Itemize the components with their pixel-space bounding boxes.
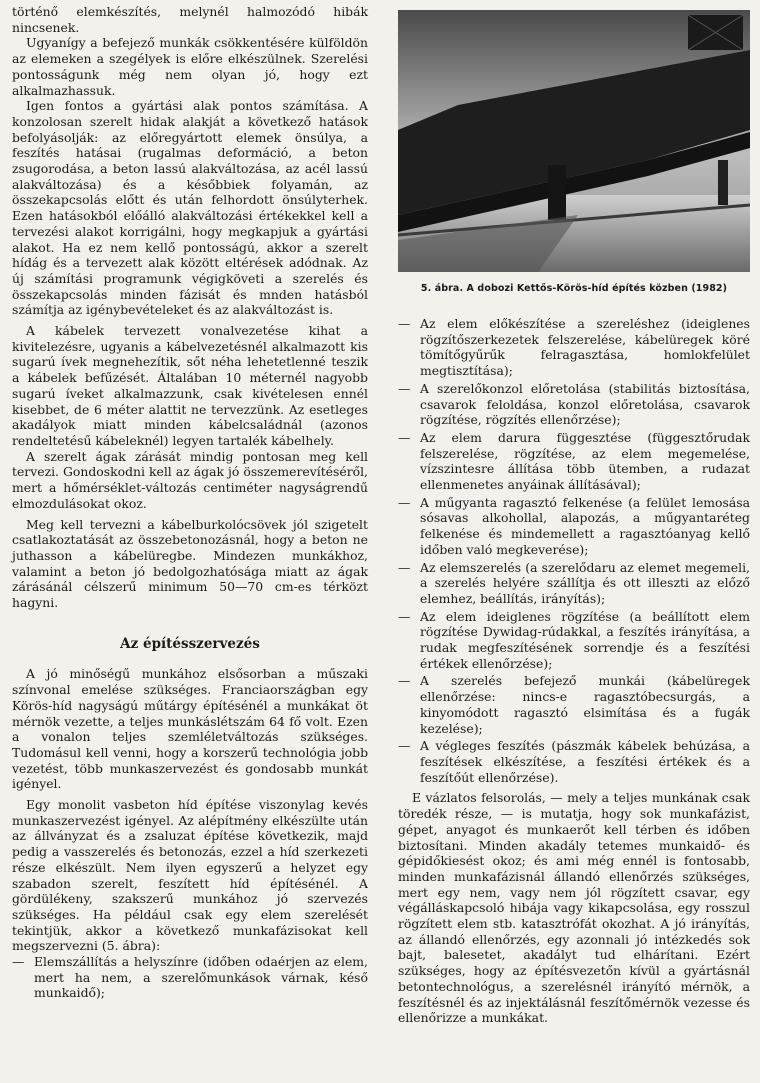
- list-item-text: A műgyanta ragasztó felkenése (a felület lemosása sósavas alkohollal, alapozás, a műgyantaréteg felkenése és mindemellett a ragasztóanyag kellő időben való megkeverése);: [420, 494, 750, 557]
- paragraph: Meg kell tervezni a kábelburkolócsövek jól szigetelt csatlakoztatását az összebetonozásnál, hogy a beton ne juthasson a kábelüregbe. Mindezen munkákhoz, valamint a beton jó bedolgozhatósága miatt az ágak zárásánál célszerű minimum 50—70 cm-es térközt hagyni.: [12, 516, 368, 611]
- paragraph: A szerelt ágak zárását mindig pontosan meg kell tervezi. Gondoskodni kell az ágak jó összemerevítéséről, mert a hőmérséklet-változás centiméter nagyságrendű elmozdulásokat okoz.: [12, 448, 368, 511]
- list-item: [398, 316, 750, 379]
- list-item: [398, 738, 750, 785]
- list-item: [398, 560, 750, 607]
- list-item-text: A szerelés befejező munkái (kábelüregek ellenőrzése: nincs-e ragasztóbecsurgás, a kinyomódott ragasztó elsimítása és a fugák kezelése);: [420, 673, 750, 736]
- list-item-text: Elemszállítás a helyszínre (időben odaérjen az elem, mert ha nem, a szerelőmunkások várnak, késő munkaidő);: [34, 954, 368, 1001]
- left-column: [12, 4, 368, 1003]
- list-item-text: Az elem előkészítése a szereléshez (ideiglenes rögzítőszerkezetek felszerelése, kábelüregek köré tömítőgyűrűk felragasztása, homlokfelület megtisztítása);: [420, 316, 750, 379]
- dash-mark: —: [398, 608, 411, 624]
- bridge-photo: [398, 10, 750, 272]
- figure-caption: 5. ábra. A dobozi Kettős-Körös-híd építés közben (1982): [420, 283, 728, 294]
- section-heading: Az építésszervezés: [120, 635, 260, 652]
- list-item: [398, 673, 750, 736]
- dash-mark: —: [398, 316, 411, 331]
- dash-mark: —: [398, 494, 411, 510]
- list-item: [398, 609, 750, 672]
- bridge-construction-image: [398, 10, 750, 272]
- list-item: [398, 495, 750, 558]
- paragraph: Ugyanígy a befejező munkák csökkentésére külföldön az elemeken a szegélyek is előre elkészülnek. Szerelési pontosságunk még nem olyan jó, hogy ezt alkalmazhassuk.: [12, 35, 368, 98]
- list-item-text: A szerelőkonzol előretolása (stabilitás biztosítása, csavarok feloldása, konzol előretolása, csavarok rögzítése, rögzítés ellenőrzése);: [420, 380, 750, 428]
- paragraph: A kábelek tervezett vonalvezetése kihat a kivitelezésre, ugyanis a kábelvezetésnél alkalmazott kis sugarú ívek megnehezítik, sőt néha lehetetlenné teszik a kábelek befűzését. Általában 10 méternél nagyobb sugarú íveket alkalmazzunk, csak kivételesen ennél kisebbet, de 6 méter alattit ne tervezzünk. Az esetleges akadályok miatt minden kábelcsaládnál (azonos rendeltetésű kábeleknél) legyen tartalék kábelhely.: [12, 323, 368, 448]
- dash-mark: —: [398, 673, 411, 689]
- dash-mark: —: [398, 738, 411, 754]
- list-item-text: Az elemszerelés (a szerelődaru az elemet megemeli, a szerelés helyére szállítja és ott illeszti az előző elemhez, beállítás, irányítás);: [420, 559, 750, 606]
- dash-mark: —: [398, 559, 411, 575]
- list-item: [398, 381, 750, 428]
- paragraph: Igen fontos a gyártási alak pontos számítása. A konzolosan szerelt hidak alakját a következő hatások befolyásolják: az előregyártott elemek önsúlya, a feszítés hatásai (rugalmas deformáció, a beton zsugorodása, a beton lassú alakváltozása, az acél lassú alakváltozása) és a későbbiek folyamán, az összekapcsolás előtt és után felhordott önsúlyterhek. Ezen hatásokból előálló alakváltozási értékekkel kell a tervezési alakot korrigálni, hogy megkapjuk a gyártási alakot. Ha ez nem kellő pontosságú, akkor a szerelt hídág és a tervezett alak között eltérések adódnak. Az új számítási programunk végigköveti a szerelés és összekapcsolás minden fázisát és mnden hatásból számítja az igénybevételeket és az alakváltozást is.: [12, 98, 368, 318]
- list-item-text: Az elem darura függesztése (függesztőrudak felszerelése, rögzítése, az elem megemelése, vízszintesre állítása több ütemben, a rudazat ellenmenetes anyáinak állításával);: [420, 429, 750, 493]
- list-item: [12, 954, 368, 1001]
- paragraph: E vázlatos felsorolás, — mely a teljes munkának csak töredék része, — is mutatja, hogy sok munkafázist, gépet, anyagot és munkaerőt kell térben és időben biztosítani. Minden akadály tetemes munkaidő- és gépidőkiesést okoz; és ami még ennél is fontosabb, minden munkafázisnál állandó ellenőrzés szükséges, mert egy nem, vagy nem jól rögzített csavar, egy végálláskapcsoló hibája vagy kikapcsolása, egy rosszul rögzített elem stb. katasztrófát okozhat. A jó irányítás, az állandó ellenőrzés, egy azonnali jó intézkedés sok bajt, balesetet, akadályt tud elhárítani. Ezért szükséges, hogy az építésvezetőn kívül a gyártásnál betontechnológus, a szerelésnél irányító mérnök, a feszítésnél és az injektálásnál feszítőmérnök vezesse és ellenőrizze a munkákat.: [398, 790, 750, 1026]
- right-column: [398, 316, 750, 1026]
- list-item-text: Az elem ideiglenes rögzítése (a beállított elem rögzítése Dywidag-rúdakkal, a feszítés irányítása, a rudak megfeszítésének sorrendje és a feszítési értékek ellenőrzése);: [420, 608, 750, 671]
- paragraph: A jó minőségű munkához elsősorban a műszaki színvonal emelése szükséges. Franciaországban egy Körös-híd nagyságú műtárgy építésénél a munkákat öt mérnök vezette, a teljes munkáslétszám 64 fő volt. Ezen a vonalon teljes szemléletváltozás szükséges. Tudomásul kell venni, hogy a korszerű technológia jobb vezetést, több munkaszervezést és gondosabb munkát igényel.: [12, 666, 368, 792]
- list-item: [398, 430, 750, 493]
- dash-mark: —: [398, 380, 411, 396]
- paragraph: Egy monolit vasbeton híd építése viszonylag kevés munkaszervezést igényel. Az alépítmény elkészülte után az állványzat és a zsaluzat építése következik, majd pedig a vasszerelés és betonozás, ezzel a híd szerkezeti része elkészült. Nem ilyen egyszerű a helyzet egy szabadon szerelt, feszített híd építésénél. A gördülékeny, szakszerű munkához jó szervezés szükséges. Ha például csak egy elem szerelését tekintjük, akkor a következő munkafázisokat kell megszervezni (5. ábra):: [12, 797, 368, 954]
- dash-mark: —: [12, 954, 25, 970]
- dash-mark: —: [398, 429, 411, 445]
- paragraph: történő elemkészítés, melynél halmozódó hibák nincsenek.: [12, 4, 368, 35]
- list-item-text: A végleges feszítés (pászmák kábelek behúzása, a feszítések elkészítése, a feszítési értékek és a feszítőút ellenőrzése).: [420, 738, 750, 785]
